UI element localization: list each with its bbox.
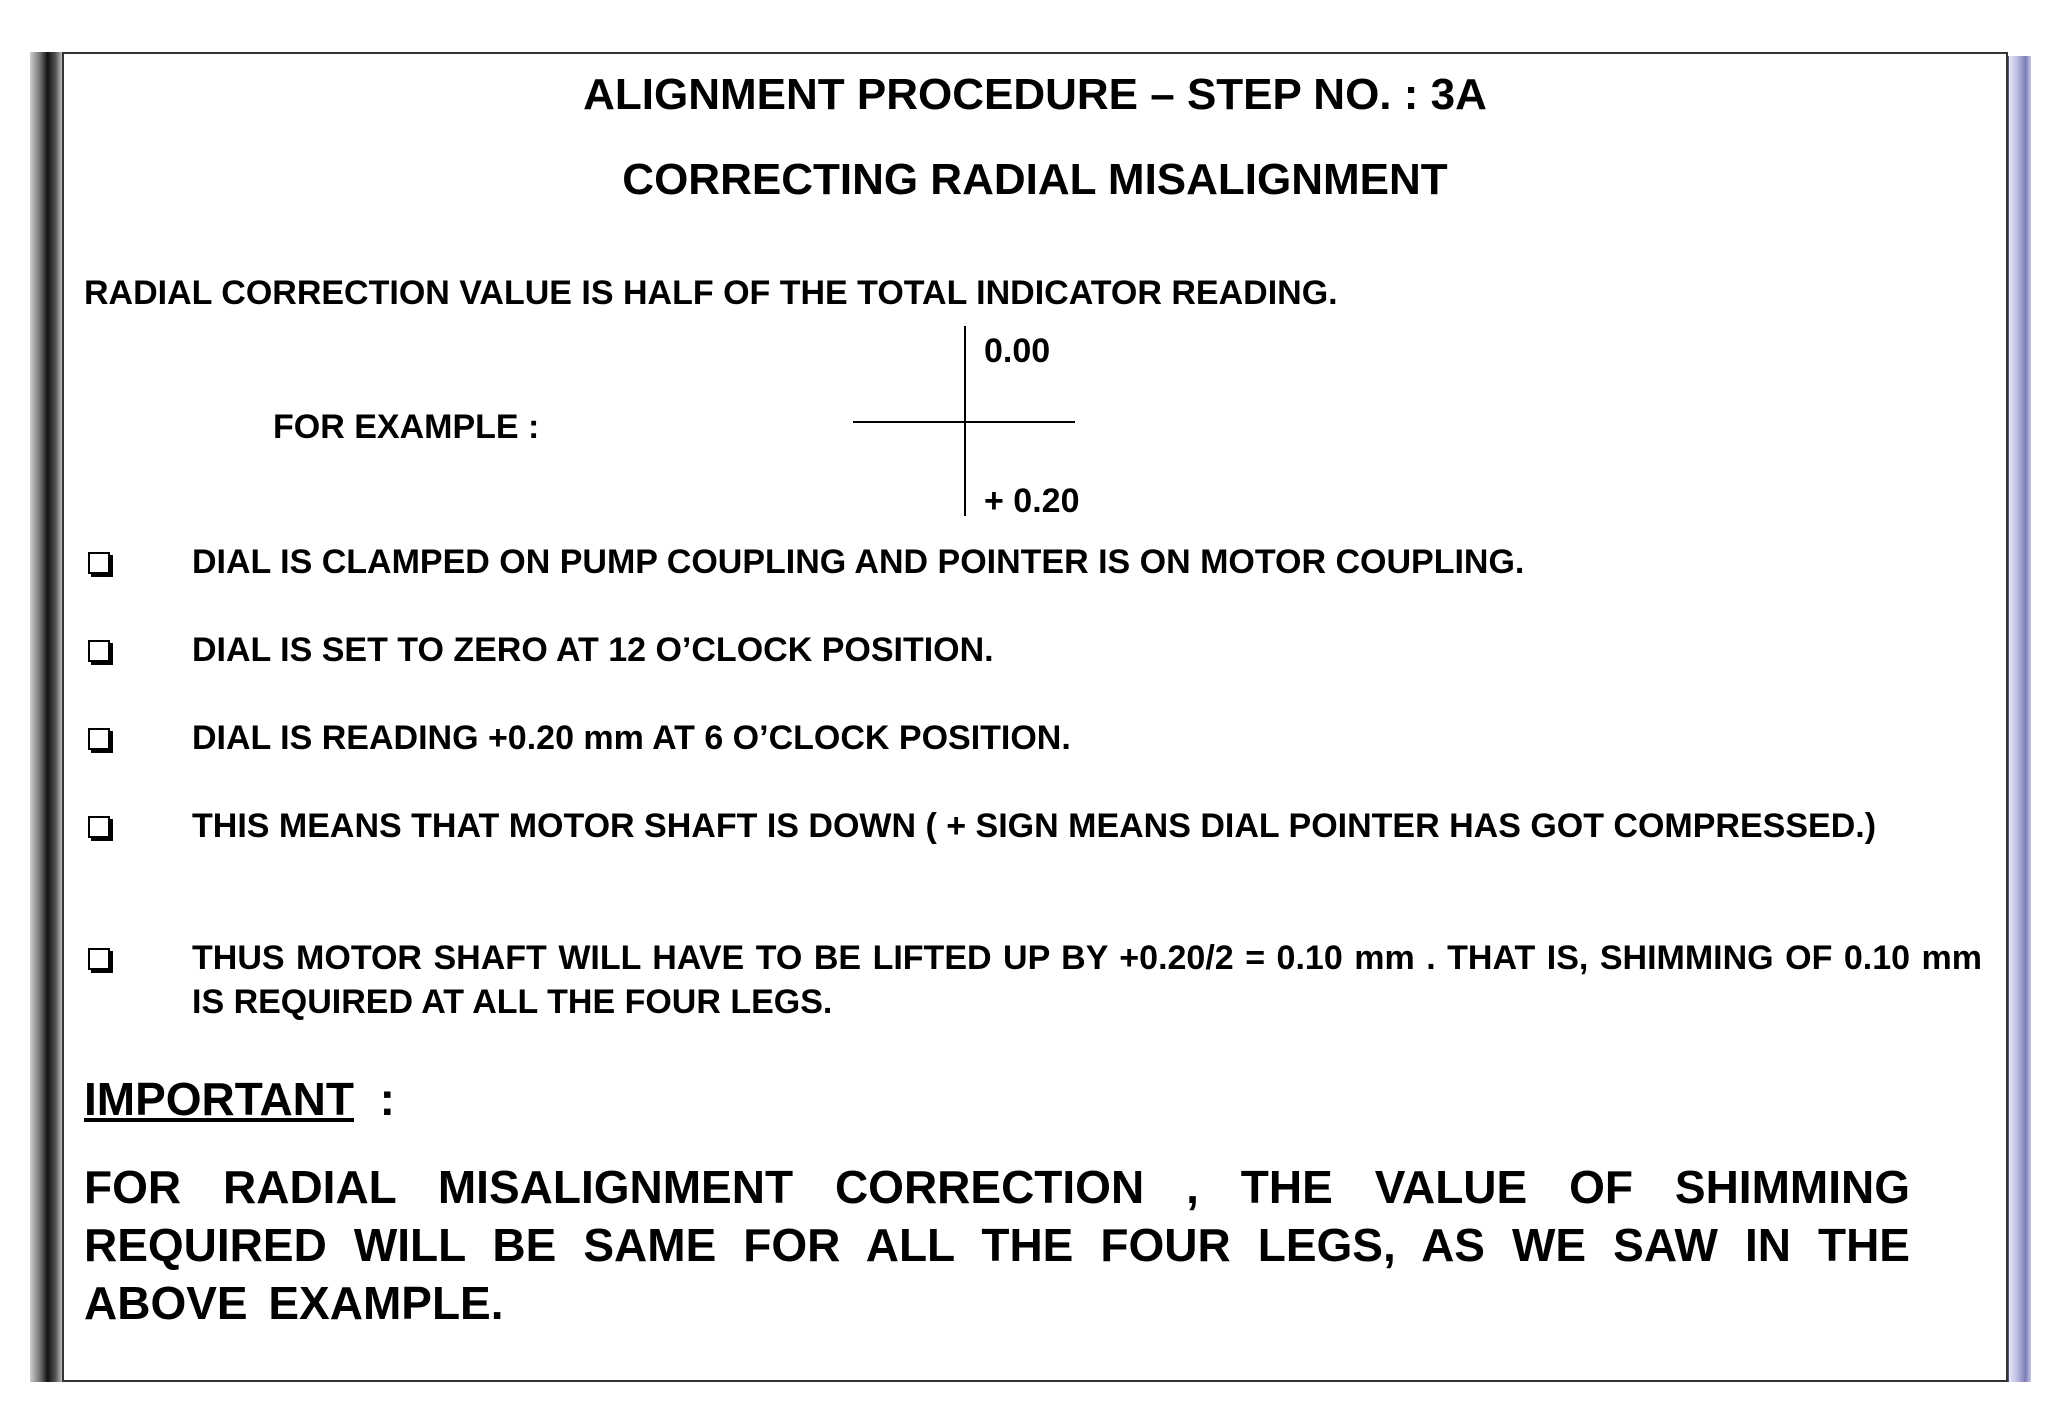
list-item-text: DIAL IS READING +0.20 mm AT 6 O’CLOCK POSITION. xyxy=(192,719,1071,757)
important-label: IMPORTANT xyxy=(84,1073,355,1125)
checkbox-bullet-icon xyxy=(88,816,110,838)
checkbox-bullet-icon xyxy=(88,728,110,750)
list-item-text: THUS MOTOR SHAFT WILL HAVE TO BE LIFTED UP BY +0.20/2 = 0.10 mm . THAT IS, SHIMMING OF 0.10 mm IS REQUIRED AT ALL THE FOUR LEGS. xyxy=(192,939,1982,1021)
dial-reading-cross-horizontal xyxy=(853,421,1075,423)
page-subtitle: CORRECTING RADIAL MISALIGNMENT xyxy=(622,155,1448,204)
page-title: ALIGNMENT PROCEDURE – STEP NO. : 3A xyxy=(583,70,1487,119)
checkbox-bullet-icon xyxy=(88,640,110,662)
slide-left-border xyxy=(30,52,62,1382)
dial-reading-top: 0.00 xyxy=(984,332,1051,370)
important-conclusion: FOR RADIAL MISALIGNMENT CORRECTION , THE VALUE OF SHIMMING REQUIRED WILL BE SAME FOR ALL THE FOUR LEGS, AS WE SAW IN THE ABOVE EXAMPLE. xyxy=(84,1161,1910,1329)
slide-right-border xyxy=(2008,56,2031,1382)
list-item-text: DIAL IS SET TO ZERO AT 12 O’CLOCK POSITION. xyxy=(192,631,994,669)
important-colon: : xyxy=(354,1073,395,1125)
example-label: FOR EXAMPLE : xyxy=(273,408,540,446)
checkbox-bullet-icon xyxy=(88,552,110,574)
dial-reading-bottom: + 0.20 xyxy=(984,482,1080,520)
intro-statement: RADIAL CORRECTION VALUE IS HALF OF THE TOTAL INDICATOR READING. xyxy=(84,274,1338,312)
list-item-text: THIS MEANS THAT MOTOR SHAFT IS DOWN ( + SIGN MEANS DIAL POINTER HAS GOT COMPRESSED.) xyxy=(192,807,1877,845)
important-heading xyxy=(84,1072,395,1126)
checkbox-bullet-icon xyxy=(88,948,110,970)
list-item-text: DIAL IS CLAMPED ON PUMP COUPLING AND POINTER IS ON MOTOR COUPLING. xyxy=(192,543,1525,581)
